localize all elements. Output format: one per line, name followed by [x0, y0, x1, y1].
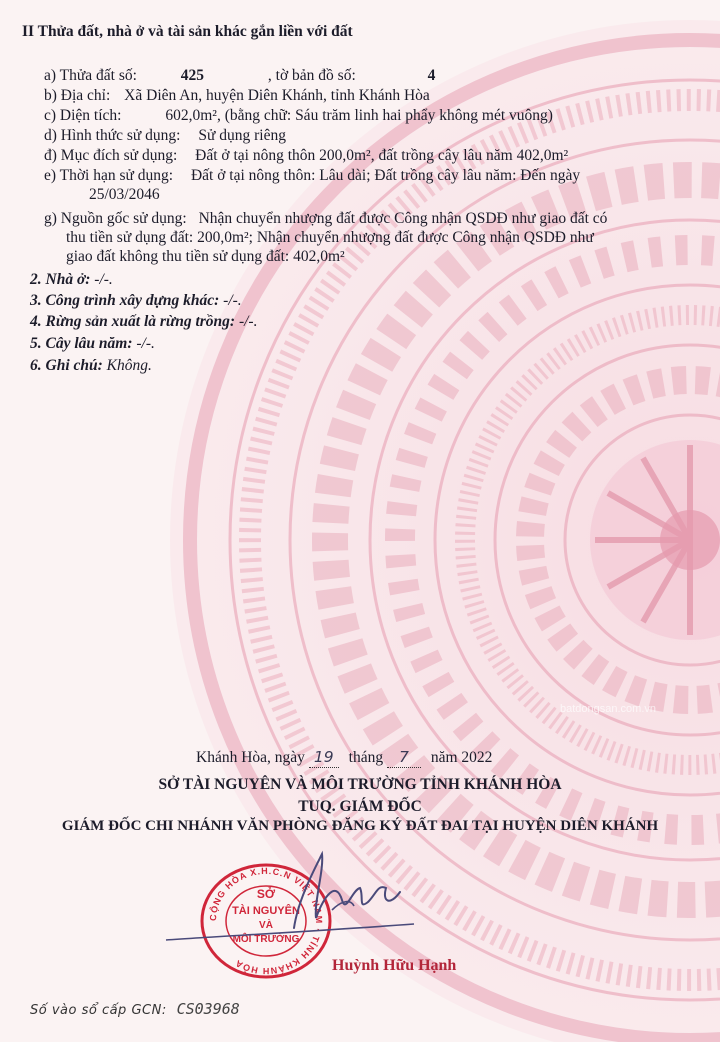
usage-term-date: 25/03/2046: [89, 186, 160, 203]
seal-line-3: VÀ: [259, 920, 273, 931]
seal-line-1: SỞ: [256, 887, 276, 901]
section-title: II Thửa đất, nhà ở và tài sản khác gắn liền với đất: [22, 23, 353, 40]
item-notes: [30, 356, 152, 375]
authority-name: SỞ TÀI NGUYÊN VÀ MÔI TRƯỜNG TỈNH KHÁNH HÒA: [158, 776, 562, 793]
field-label: b) Địa chỉ:: [44, 87, 111, 104]
field-label: e) Thời hạn sử dụng:: [44, 167, 174, 184]
date-month-label: tháng: [348, 749, 384, 766]
item-label: 3. Công trình xây dựng khác:: [30, 292, 220, 309]
certificate-register-label: Số vào sổ cấp GCN:: [30, 1003, 167, 1018]
item-perennial-trees: [30, 334, 155, 353]
seal-ring-text: CỘNG HÒA X.H.C.N VIỆT NAM · TỈNH KHÁNH HÒA: [207, 865, 325, 977]
usage-term-value: Đất ở tại nông thôn: Lâu dài; Đất trồng cây lâu năm: Đến ngày: [190, 167, 581, 184]
usage-origin-line-3: giao đất không thu tiền sử dụng đất: 402,0m²: [66, 248, 345, 265]
seal-line-4: MÔI TRƯỜNG: [232, 934, 300, 945]
certificate-register-number: CS03968: [176, 1000, 240, 1018]
item-label: 4. Rừng sản xuất là rừng trồng:: [30, 313, 236, 330]
field-label: đ) Mục đích sử dụng:: [44, 147, 178, 164]
item-label: 6. Ghi chú:: [30, 357, 103, 374]
field-area: [44, 106, 553, 125]
authority-delegation: TUQ. GIÁM ĐỐC: [298, 798, 422, 815]
field-parcel-number: [44, 66, 435, 85]
field-label: g) Nguồn gốc sử dụng:: [44, 210, 187, 227]
issue-date-line: [196, 748, 492, 768]
item-value: Không.: [102, 357, 152, 374]
certificate-register-line: [30, 1000, 240, 1020]
date-month: 7: [387, 748, 421, 768]
signer-name: Huỳnh Hữu Hạnh: [332, 957, 457, 974]
address-value: Xã Diên An, huyện Diên Khánh, tỉnh Khánh Hòa: [124, 87, 430, 104]
field-usage-term: [44, 166, 580, 185]
field-usage-form: [44, 126, 286, 145]
svg-text:batdongsan.com.vn: batdongsan.com.vn: [560, 703, 657, 715]
field-usage-origin: [44, 209, 607, 228]
authority-title: GIÁM ĐỐC CHI NHÁNH VĂN PHÒNG ĐĂNG KÝ ĐẤT ĐAI TẠI HUYỆN DIÊN KHÁNH: [61, 818, 659, 834]
field-label: , tờ bản đồ số:: [267, 67, 356, 84]
item-value: -/-.: [235, 313, 258, 330]
item-value: -/-.: [132, 335, 155, 352]
item-house: [30, 270, 113, 289]
item-label: 2. Nhà ở:: [30, 271, 91, 288]
item-other-construction: [30, 291, 242, 310]
seal-line-2: TÀI NGUYÊN: [232, 905, 300, 917]
area-value: 602,0m², (bằng chữ: Sáu trăm linh hai phẩy không mét vuông): [165, 107, 553, 124]
item-value: -/-.: [219, 292, 242, 309]
field-usage-purpose: [44, 146, 568, 165]
date-prefix: Khánh Hòa, ngày: [196, 749, 305, 766]
usage-purpose-value: Đất ở tại nông thôn 200,0m², đất trồng cây lâu năm 402,0m²: [195, 147, 569, 164]
date-year: năm 2022: [430, 749, 493, 766]
item-label: 5. Cây lâu năm:: [30, 335, 133, 352]
handwritten-signature: [164, 840, 424, 960]
item-plantation-forest: [30, 312, 257, 331]
field-label: a) Thửa đất số:: [44, 67, 137, 84]
usage-origin-line-2: thu tiền sử dụng đất: 200,0m²; Nhận chuyển nhượng đất được Công nhận QSDĐ như: [66, 229, 594, 246]
field-label: c) Diện tích:: [44, 107, 122, 124]
usage-form-value: Sử dụng riêng: [198, 127, 286, 144]
field-label: d) Hình thức sử dụng:: [44, 127, 181, 144]
parcel-number-value: 425: [180, 67, 205, 84]
field-address: [44, 86, 430, 105]
map-sheet-value: 4: [427, 67, 436, 84]
item-value: -/-.: [90, 271, 113, 288]
date-day: 19: [309, 748, 339, 768]
usage-origin-value: Nhận chuyển nhượng đất được Công nhận QSDĐ như giao đất có: [198, 210, 608, 227]
